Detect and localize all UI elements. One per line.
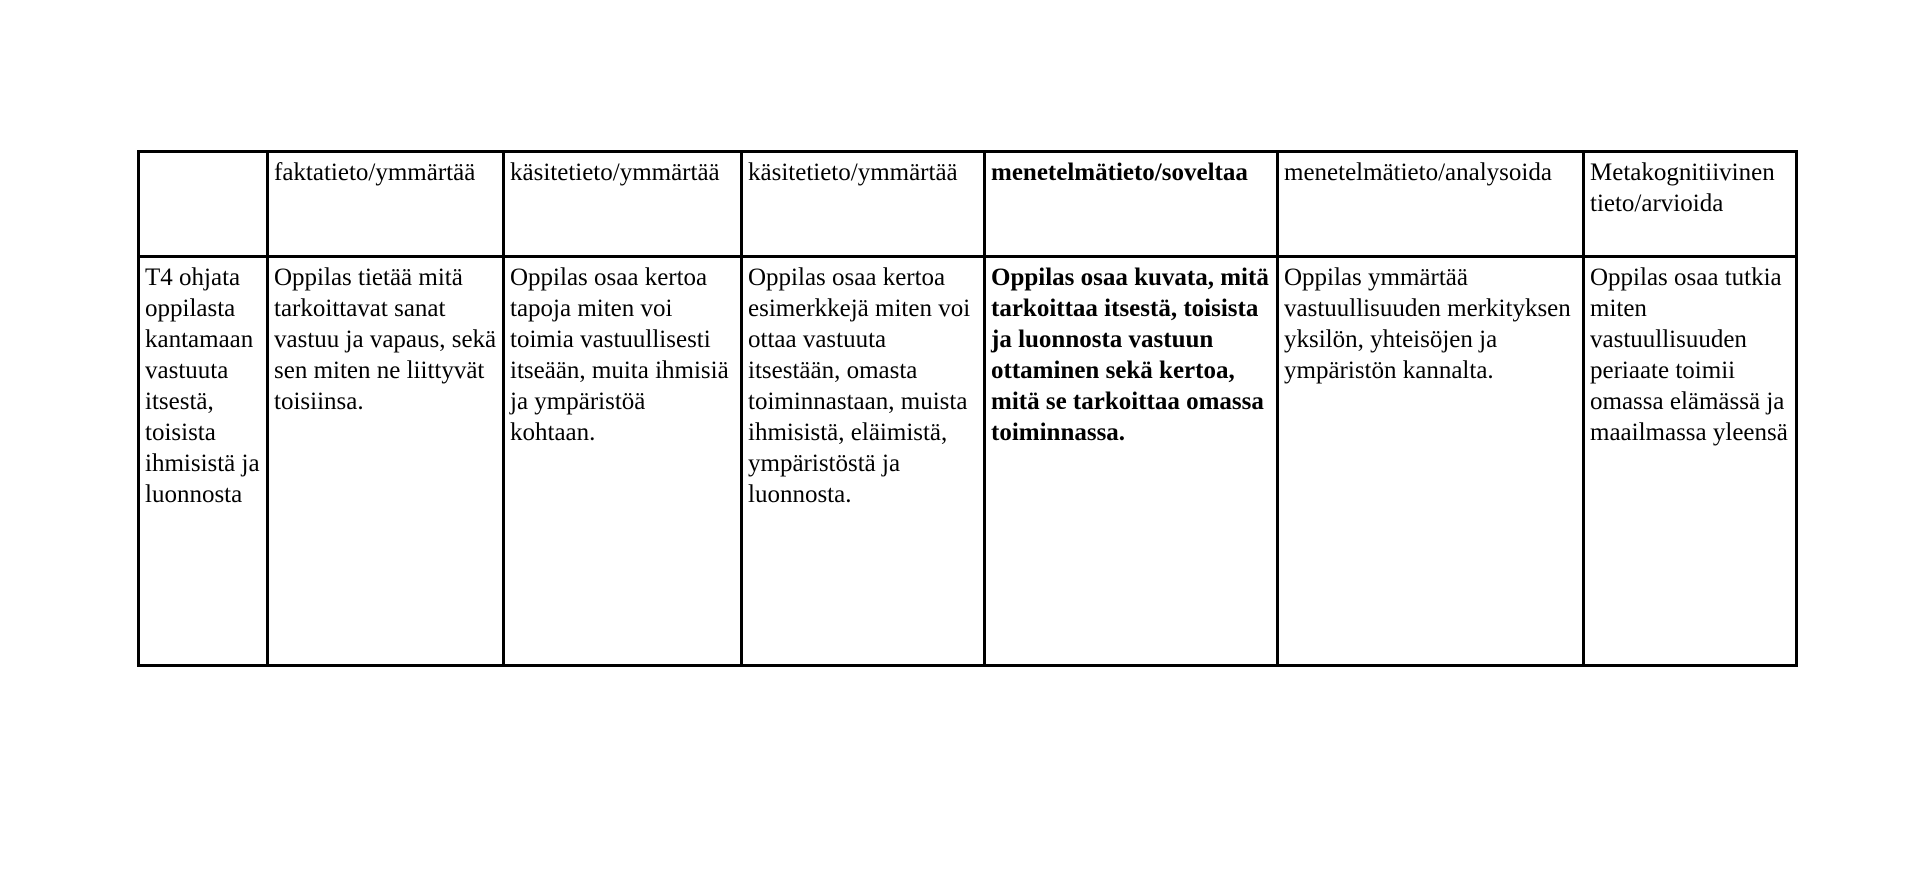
header-cell-menetelmatieto-soveltaa: menetelmätieto/soveltaa [985,152,1278,257]
header-row [139,152,1797,257]
cell-menetelmatieto-soveltaa: Oppilas osaa kuvata, mitä tarkoittaa itsestä, toisista ja luonnosta vastuun ottaminen sekä kertoa, mitä se tarkoittaa omassa toiminnassa. [985,257,1278,666]
header-cell-empty [139,152,268,257]
cell-kasitetieto-2: Oppilas osaa kertoa esimerkkejä miten voi ottaa vastuuta itsestään, omasta toiminnastaan, muista ihmisistä, eläimistä, ympäristöstä ja luonnosta. [742,257,985,666]
assessment-table [137,150,1798,667]
header-cell-kasitetieto-2: käsitetieto/ymmärtää [742,152,985,257]
cell-metakognitiivinen: Oppilas osaa tutkia miten vastuullisuuden periaate toimii omassa elämässä ja maailmassa yleensä [1584,257,1797,666]
cell-menetelmatieto-analysoida: Oppilas ymmärtää vastuullisuuden merkityksen yksilön, yhteisöjen ja ympäristön kannalta. [1278,257,1584,666]
header-cell-metakognitiivinen: Metakognitiivinen tieto/arvioida [1584,152,1797,257]
goal-cell-t4: T4 ohjata oppilasta kantamaan vastuuta itsestä, toisista ihmisistä ja luonnosta [139,257,268,666]
cell-faktatieto: Oppilas tietää mitä tarkoittavat sanat vastuu ja vapaus, sekä sen miten ne liittyvät toisiinsa. [268,257,504,666]
header-cell-kasitetieto-1: käsitetieto/ymmärtää [504,152,742,257]
cell-kasitetieto-1: Oppilas osaa kertoa tapoja miten voi toimia vastuullisesti itseään, muita ihmisiä ja ympäristöä kohtaan. [504,257,742,666]
header-cell-faktatieto: faktatieto/ymmärtää [268,152,504,257]
header-cell-menetelmatieto-analysoida: menetelmätieto/analysoida [1278,152,1584,257]
table-row [139,257,1797,666]
